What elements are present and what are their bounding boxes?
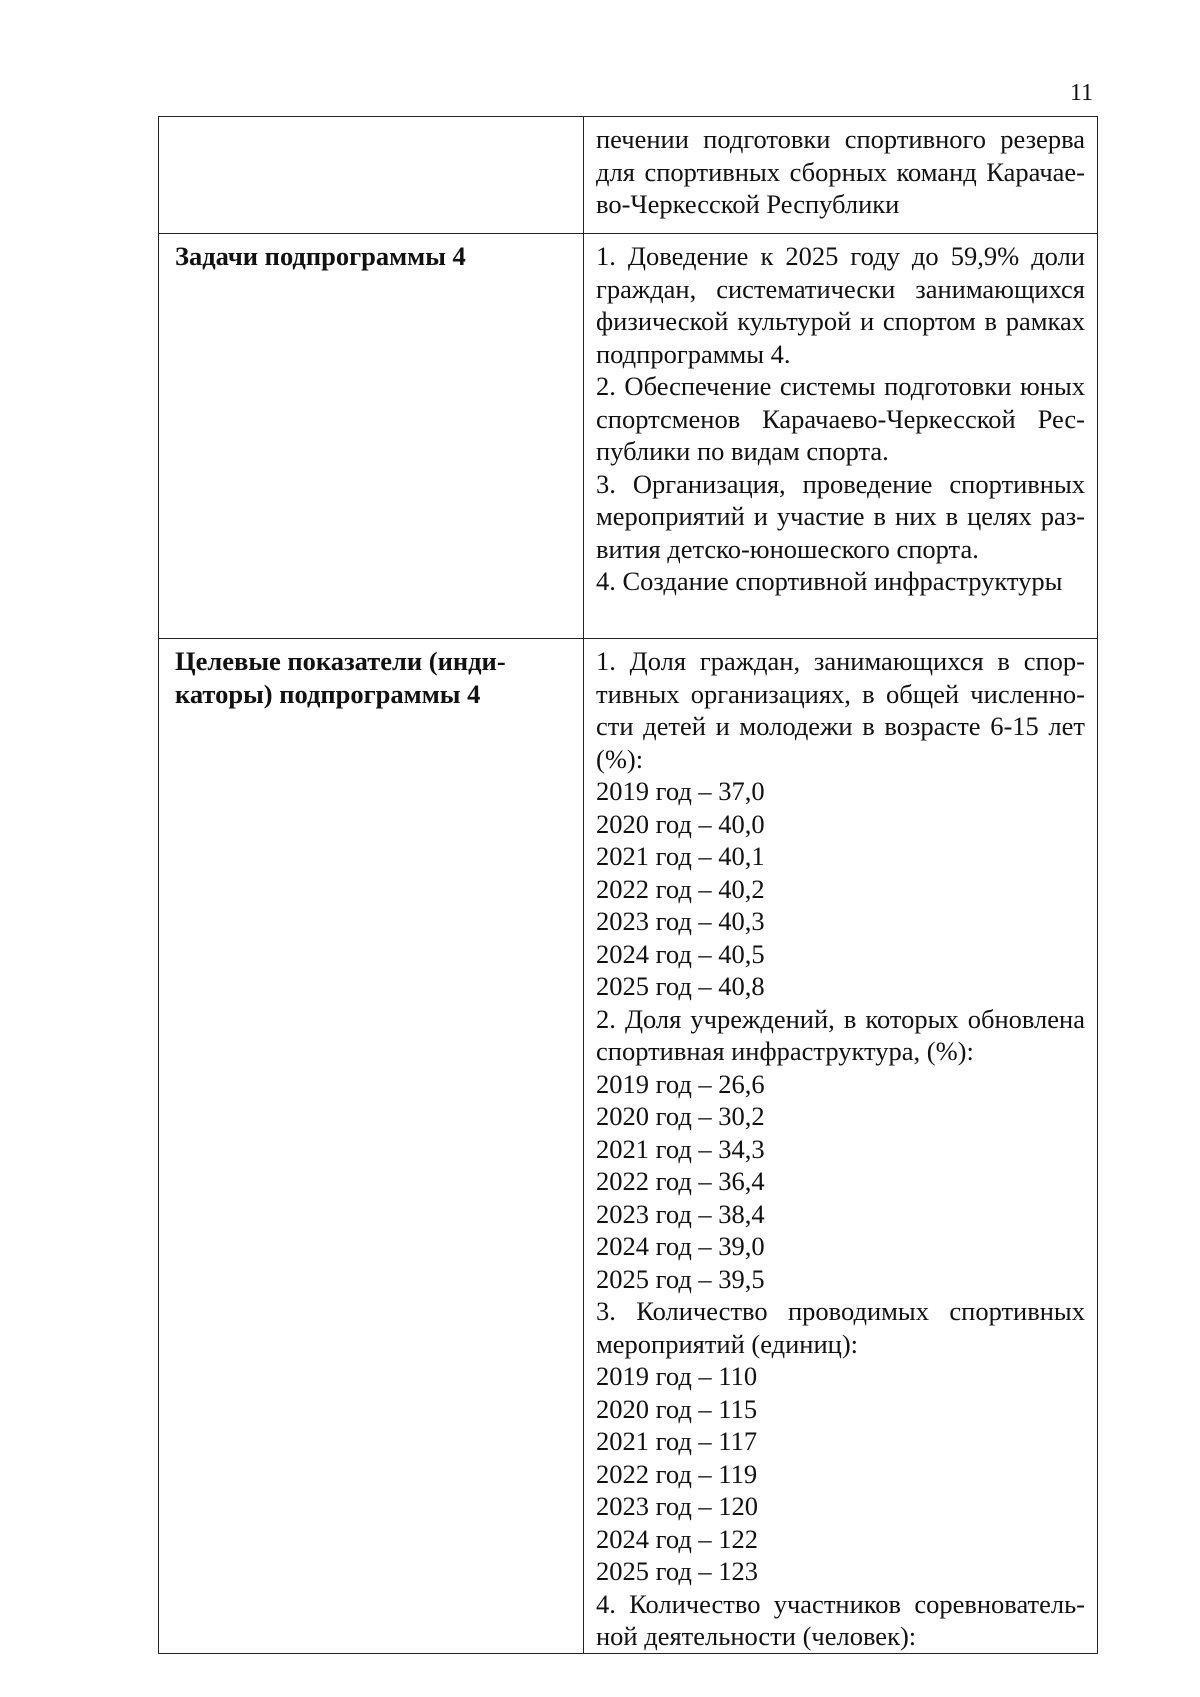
page-number: 11 xyxy=(1070,80,1094,106)
indicator-title: спортивная инфраструктура, (%): xyxy=(596,1036,974,1066)
text-line: 3. Организация, проведение спортивных xyxy=(596,468,1085,499)
text-line: печении подготовки спортивного резерва xyxy=(596,124,1085,154)
passport-table xyxy=(158,116,1098,1654)
row-label: каторы) подпрограммы 4 xyxy=(175,678,481,709)
indicator-title: (%): xyxy=(596,743,644,774)
text-line: граждан, систематически занимающихся xyxy=(596,273,1085,304)
indicator-value: 2023 год – 40,3 xyxy=(596,906,765,936)
indicator-value: 2025 год – 40,8 xyxy=(596,971,765,1001)
indicator-value: 2024 год – 122 xyxy=(596,1523,759,1554)
text-line: публики по видам спорта. xyxy=(596,436,889,466)
indicator-value: 2022 год – 36,4 xyxy=(596,1166,765,1196)
text-line: 4. Создание спортивной инфраструктуры xyxy=(596,566,1063,596)
label-cell xyxy=(159,117,584,234)
table-row xyxy=(159,117,1098,234)
content-cell xyxy=(584,234,1098,639)
indicator-title: ной деятельности (человек): xyxy=(596,1621,917,1651)
text-line: для спортивных сборных команд Карачае- xyxy=(596,156,1085,187)
indicator-value: 2025 год – 39,5 xyxy=(596,1263,765,1294)
table-row xyxy=(159,639,1098,1654)
indicator-title: сти детей и молодежи в возрасте 6-15 лет xyxy=(596,711,1085,741)
text-line: 2. Обеспечение системы подготовки юных xyxy=(596,371,1085,401)
label-cell xyxy=(159,639,584,1654)
indicator-value: 2024 год – 39,0 xyxy=(596,1231,765,1261)
content-cell xyxy=(584,639,1098,1654)
indicator-value: 2022 год – 119 xyxy=(596,1458,758,1489)
indicator-title: 3. Количество проводимых спортивных xyxy=(596,1296,1085,1326)
indicator-value: 2021 год – 40,1 xyxy=(596,841,765,871)
label-cell xyxy=(159,234,584,639)
text-line: физической культурой и спортом в рамках xyxy=(596,306,1085,336)
indicator-title: тивных организациях, в общей численно- xyxy=(596,678,1085,709)
text-line: мероприятий и участие в них в целях раз- xyxy=(596,501,1085,531)
indicator-value: 2021 год – 117 xyxy=(596,1426,758,1456)
indicator-value: 2020 год – 30,2 xyxy=(596,1101,765,1131)
row-label: Целевые показатели (инди- xyxy=(175,646,506,676)
indicator-title: 1. Доля граждан, занимающихся в спор- xyxy=(596,646,1085,676)
indicator-title: 2. Доля учреждений, в которых обновлена xyxy=(596,1003,1085,1034)
indicator-value: 2025 год – 123 xyxy=(596,1556,759,1586)
indicator-value: 2022 год – 40,2 xyxy=(596,873,765,904)
text-line: во-Черкесской Республики xyxy=(596,189,900,219)
indicator-value: 2019 год – 37,0 xyxy=(596,776,765,806)
content-cell xyxy=(584,117,1098,234)
text-line: спортсменов Карачаево-Черкесской Рес- xyxy=(596,403,1085,434)
text-line: подпрограммы 4. xyxy=(596,338,791,369)
indicator-value: 2020 год – 40,0 xyxy=(596,808,765,839)
indicator-value: 2023 год – 120 xyxy=(596,1491,759,1521)
indicator-value: 2019 год – 110 xyxy=(596,1361,758,1391)
row-label: Задачи подпрограммы 4 xyxy=(175,241,466,271)
indicator-value: 2020 год – 115 xyxy=(596,1393,758,1424)
table-row xyxy=(159,234,1098,639)
indicator-title: 4. Количество участников соревнователь- xyxy=(596,1588,1085,1619)
indicator-value: 2019 год – 26,6 xyxy=(596,1068,765,1099)
text-line: 1. Доведение к 2025 году до 59,9% доли xyxy=(596,241,1085,271)
text-line: вития детско-юношеского спорта. xyxy=(596,533,979,564)
indicator-value: 2023 год – 38,4 xyxy=(596,1198,765,1229)
indicator-value: 2021 год – 34,3 xyxy=(596,1133,765,1164)
indicator-value: 2024 год – 40,5 xyxy=(596,938,765,969)
indicator-title: мероприятий (единиц): xyxy=(596,1328,859,1359)
